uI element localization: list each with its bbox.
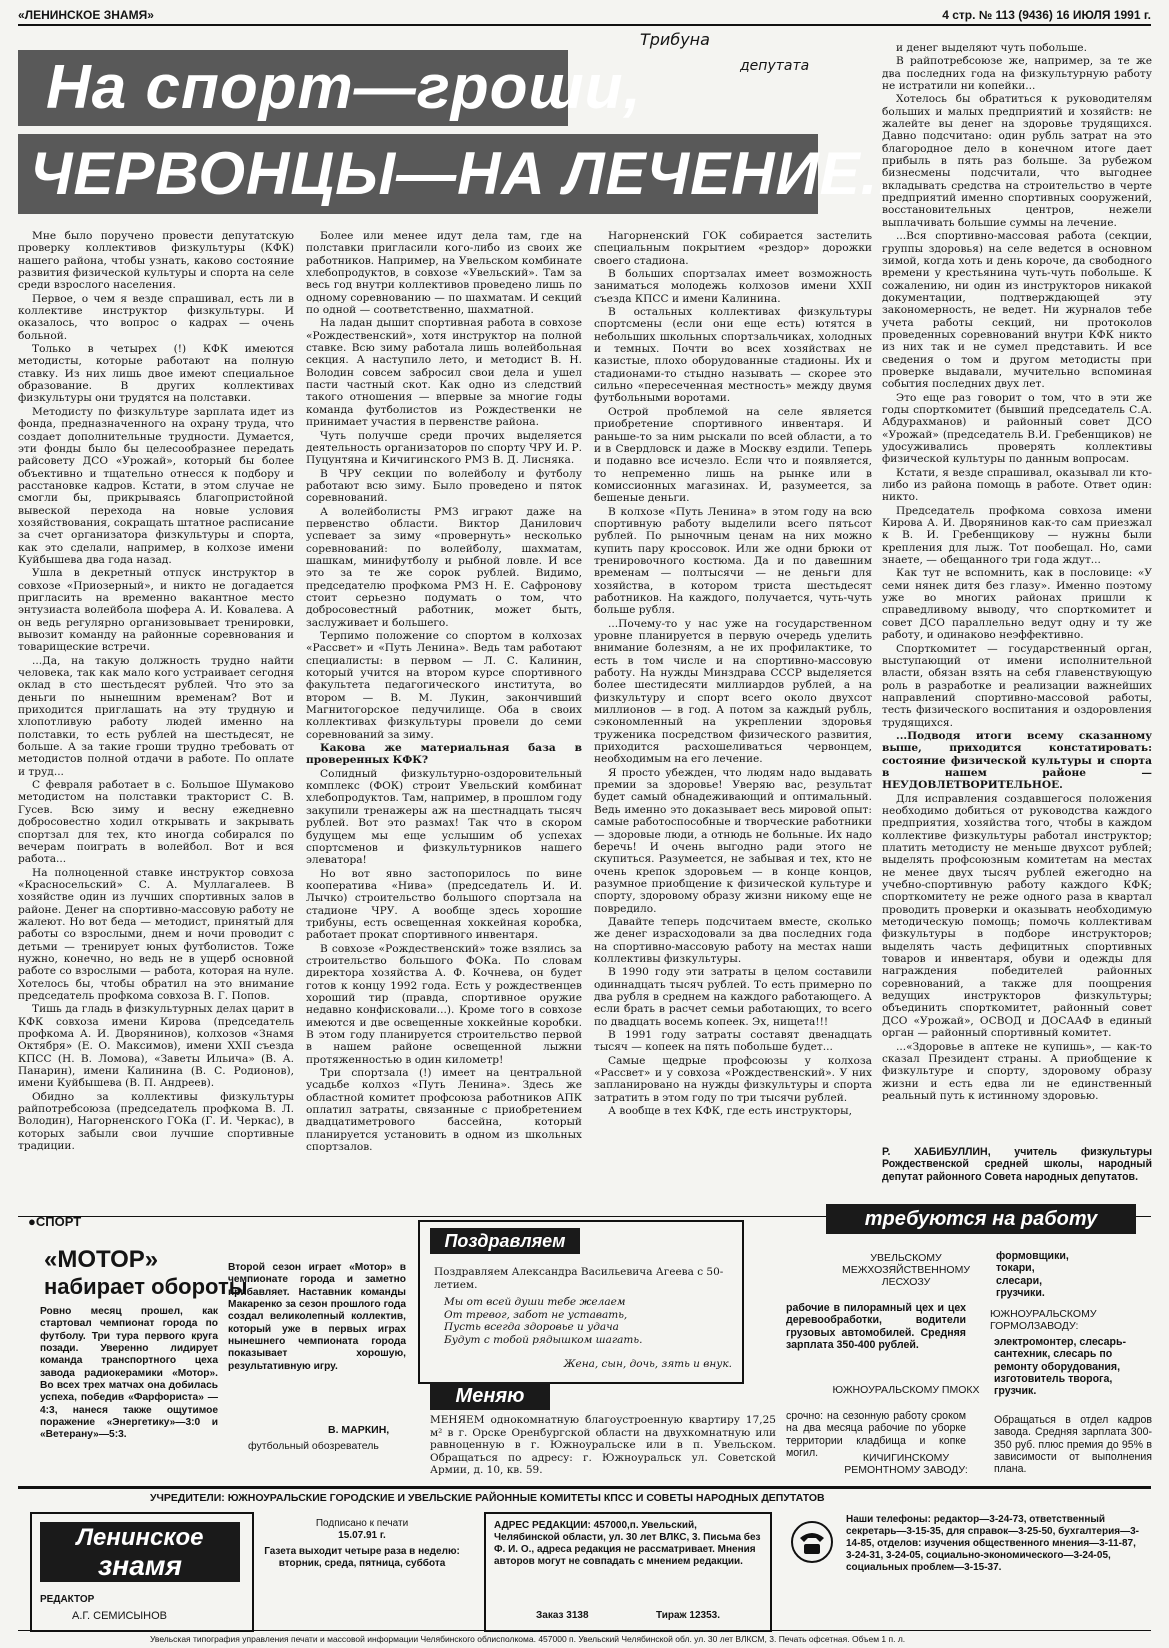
article-col3: Нагорненский ГОК собирается застелить специальным покрытием «рездор» дорожки своего стадиона. В больших спортзалах имеет возможность заниматься молодежь колхозов имени XXII съезда КПСС и имени Калинина. В остальных коллективах физкультуры спортсмены (если они еще есть) ютятся в небольших школьных спортзальчиках, холодных и темных. Почти во всех хозяйствах не казистые, плохо оборудованные стадионы. Их и стадионами-то стыдно называть — скорее это сильно «пересеченная местность» между двумя футбольными воротами. Острой проблемой на селе является приобретение спортивного инвентаря. И раньше-то за ним рыскали по всей области, а то и в Свердловск и даже в Москву ездили. Теперь и подавно все исчезло. Если что и появляется, то непременно лишь на рынке или в комиссионных магазинах. И, разумеется, за бешеные деньги. В колхозе «Путь Ленина» в этом году на всю спортивную работу выделили всего пятьсот рублей. По рыночным ценам на них можно купить пару кроссовок. Или же одни брюки от тренировочного костюма. Да и по давешним временам — полтысячи — не деньги для хозяйства, в котором триста шестьдесят работников. На каждого, получается, чуть-чуть больше рубля. ...Почему-то у нас уже на государственном уровне планируется в первую очередь уделить внимание болезням, а не их профилактике, то есть в том числе и на спортивно-массовую работу. На нужды Минздрава СССР выделяется более шестидесяти миллиардов рублей, а на физкультуру и спорт всего около двухсот миллионов — в год. А потом за каждый рубль, сэкономленный на укреплении здоровья труженика посредством физического развития, приходится расхошеливаться червонцем, необходимым на его лечение. Я просто убежден, что людям надо выдавать премии за здоровье! Уверяю вас, результат будет самый обнадеживающий и оптимальный. Ведь именно это доказывает весь мировой опыт: самые работоспособные и творческие работники — здоровые люди, а отнюдь не больные. Их надо беречь! И очень выгодно ради этого не скупиться. Разумеется, не забывая и тех, кто не очень крепок здоровьем — в конце концов, разумное приобщение к физической культуре и спорту, здоровому образу жизни никому еще не повредило. Давайте теперь подсчитаем вместе, сколько же денег израсходовали за два последних года на спортивно-массовую работу на местах наши коллективы физкультуры. В 1990 году эти затраты в целом составили одиннадцать тысяч рублей. То есть примерно по два рубля в среднем на каждого работающего. А если брать в расчет семьи работающих, то всего по двадцать восемь копеек. Эх, нищета!!! В 1991 году затраты составят двенадцать тысяч — копеек на пять побольше будет... Самые щедрые профсоюзы у колхоза «Рассвет» и у совхоза «Рождественский». У них запланировано на нужды физкультуры и спорта затратить в этом году по три тысячи рублей. А вообще в тех КФК, где есть инструкторы, (594, 230, 872, 1118)
footer-editor-name: А.Г. СЕМИСЫНОВ (72, 1610, 167, 1622)
congrats-intro: Поздравляем Александра Васильевича Агеева с 50-летием. (434, 1266, 724, 1291)
footer-signed: Подписано к печати 15.07.91 г. Газета выходит четыре раза в неделю: вторник, среда, пятница, суббота (264, 1518, 460, 1569)
article-col4: и денег выделяют чуть побольше. В райпотребсоюзе же, например, за те же два последних года на физкультурную работу не истратили ни копейки... Хотелось бы обратиться к руководителям больших и малых предприятий и хозяйств: не жалейте вы денег на здоровье трудящихся. Давно подсчитано: один рубль затрат на это благородное дело в конечном итоге дает прибыль в пять раз больше. За рубежом бизнесмены подсчитали, что выгоднее вкладывать средства на строительство в черте предприятий именно спортивных сооружений, восстановительных центров, нежели выплачивать большие суммы на лечение. ...Вся спортивно-массовая работа (секции, группы здоровья) на селе ведется в основном зимой, когда хоть и день короче, да свободного времени у крестьянина чуть-чуть побольше. К сожалению, ни один из инструкторов никакой документации, подтверждающей эту закономерность, не ведет. Ни журналов тебе учета работы секций, ни протоколов проведенных соревнований внутри КФК никто из них так и не сумел представить. И все сведения о том и другом методисты при проверке выдавали, мучительно вспоминая события последних двух лет. Это еще раз говорит о том, что в эти же годы спорткомитет (бывший председатель С.А. Абдурахманов) и районный совет ДСО «Урожай» (председатель В.И. Гребенщиков) не удосуживались проверять коллективы физической культуры по данным вопросам. Кстати, я везде спрашивал, оказывал ли кто-либо из района помощь в работе. Ответ один: никто. Председатель профкома совхоза имени Кирова А. И. Дворянинов как-то сам приезжал к В. И. Гребенщикову — нужны были крепления для лыж. Тот пообещал. Но, сами знаете, — обещанного три года ждут... Как тут не вспомнить, как в пословице: «У семи нянек дитя без глазу». Именно поэтому уже во многих районах пришли к справедливому выводу, что спорткомитет и совет ДСО параллельно ведут одну и ту же работу, и одинаково неэффективно. Спорткомитет — государственный орган, выступающий от имени исполнительной власти, обязан взять на себя главенствующую роль в разработке и реализации важнейших направлений спортивно-массовой работы, тесть физического воспитания и оздоровления трудящихся. ...Подводя итоги всему сказанному выше, приходится констатировать: состояние физической культуры и спорта в нашем районе — НЕУДОВЛЕТВОРИТЕЛЬНОЕ. Для исправления создавшегося положения необходимо добиться от руководства каждого предприятия, хозяйства того, чтобы в каждом коллективе физкультуры работал инструктор; платить методисту не меньше двухсот рублей; выделять профсоюзным комитетам на местах не менее двух тысяч рублей ежегодно на учебно-спортивную работу каждого КФК; спорткомитету не реже одного раза в квартал проводить проверки и оказывать необходимую методическую помощь; помочь коллективам физкультуры в подборе инструкторов; выделять часть дефицитных спортивных товаров и инвентаря, обуви и одежды для награждения победителей районных соревнований, а также для поощрения ведущих инструкторов физкультуры; объединить спорткомитет, районный совет ДСО «Урожай», ОСВОД и ДОСААФ в единый орган — районный спортивный комитет. ...«Здоровье в аптеке не купишь», — как-то сказал Президент страны. А приобщение к физкультуре и спорту, здоровому образу жизни и есть едва ли не единственный реальный путь к истинному здоровью. (882, 42, 1152, 1102)
founders-line: УЧРЕДИТЕЛИ: ЮЖНОУРАЛЬСКИЕ ГОРОДСКИЕ И УВЕЛЬСКИЕ РАЙОННЫЕ КОМИТЕТЫ КПСС И СОВЕТЫ НАРОДНЫХ ДЕПУТАТОВ (150, 1492, 825, 1504)
footer-editor-label: РЕДАКТОР (40, 1594, 95, 1605)
footer-order: Заказ 3138 (536, 1610, 589, 1621)
sport-title: «МОТОР» (44, 1246, 159, 1273)
sport-section-label: ●СПОРТ (28, 1214, 82, 1229)
jobs-pmk-text: срочно: на сезонную работу сроком на два месяца рабочие по уборке территории кладбища и копке могил. (786, 1410, 966, 1460)
jobs-gormolzavod-title: ЮЖНОУРАЛЬСКОМУ ГОРМОЛЗАВОДУ: (990, 1308, 1097, 1332)
footer-circulation: Тираж 12353. (656, 1610, 720, 1621)
jobs-gorm-text: электромонтер, слесарь-сантехник, слесарь по ремонту оборудования, изготовитель творога, грузчик. (994, 1336, 1127, 1398)
rubric-line2: депутата (740, 58, 810, 74)
jobs-pmk-title: ЮЖНОУРАЛЬСКОМУ ПМОКХ (832, 1384, 980, 1396)
headline-line2: ЧЕРВОНЦЫ—НА ЛЕЧЕНИЕ... (18, 134, 818, 214)
sport-author-role: футбольный обозреватель (248, 1440, 379, 1452)
congrats-verse: Мы от всей души тебе желаем От тревог, забот не уставать, Пусть всегда здоровье и удача Будут с тобой рядышком шагать. (444, 1296, 643, 1346)
footer-logo: Ленинское знамя (40, 1522, 240, 1582)
footer-rule-top (18, 1486, 1151, 1489)
jobs-kich-text: формовщики, токари, слесари, грузчики. (996, 1250, 1069, 1300)
footer-logo-box (30, 1512, 254, 1632)
congrats-banner: Поздравляем (430, 1228, 580, 1254)
paper-name: «ЛЕНИНСКОЕ ЗНАМЯ» (18, 8, 154, 22)
sport-text-b: Второй сезон играет «Мотор» в чемпионате города и заметно прибавляет. Наставник команды Макаренко за сезон прошлого года создал великолепный коллектив, который уже в первых играх нынешнего чемпионата города показывает хорошую, результативную игру. (228, 1262, 406, 1372)
footer-address: АДРЕС РЕДАКЦИИ: 457000,п. Увельский, Челябинской области, ул. 30 лет ВЛКС, 3. Письма без Ф. И. О., адреса редакция не рассматривает. Мнения авторов могут не совпадать с мнением редакции. (494, 1520, 761, 1567)
footer-phones: Наши телефоны: редактор—3-24-73, ответственный секретарь—3-15-35, для справок—3-25-50, бухгалтерия—3-14-85, отделов: изучения общественного мнения—3-11-87, 3-24-31, 3-24-05, социально-экономического—3-24-05, социальных проблем—3-15-37. (846, 1514, 1139, 1573)
article-col1: Мне было поручено провести депутатскую проверку коллективов физкультуры (КФК) нашего района, чтобы узнать, каково состояние развития физической культуры и спорта на селе среди взрослого населения. Первое, о чем я везде спрашивал, есть ли в коллективе инструктор физкультуры. И оказалось, что вопрос о кадрах — очень больной. Только в четырех (!) КФК имеются методисты, которые работают на полную ставку. Из них лишь двое имеют специальное образование. В других коллективах физкультуры они трудятся на полставки. Методисту по физкультуре зарплата идет из фонда, предназначенного на охрану труда, что создает дополнительные трудности. Думается, эти фонды было бы целесообразнее передать райсовету ДСО «Урожай», который бы более объективно и тщательно отнесся к подбору и расстановке кадров. Кстати, в этом случае не смогли бы, прикрываясь благопристойной вывеской перехода на новые условия хозяйствования, сокращать штатное расписание за счет организатора физкультуры и спорта, как это сделали, например, в колхозе имени Куйбышева два года назад. Ушла в декретный отпуск инструктор в совхозе «Приозерный», и никто не догадается пригласить на временно вакантное место энтузиаста волейбола шофера А. И. Ковалева. А он ведь регулярно организовывает тренировки, вывозит команду на районные соревнования и товарищеские встречи. ...Да, на такую должность трудно найти человека, так как мало кого устраивает сегодня оклад в сто шестьдесят рублей. Что это за деньги по нынешним временам? Вот и приходится приглашать на эту трудную и хлопотливую работу людей именно на полставки, то есть рублей на шестьдесят, не больше. А за такие гроши трудно требовать от методистов полной отдачи в работе. По оплате и труд... С февраля работает в с. Большое Шумаково методистом на полставки тракторист С. В. Гусев. Всю зиму и весну ежедневно добросовестно ходил открывать и закрывать спортзал для тех, кто иногда собирался по вечерам поиграть в волейбол. Вот и вся работа... На полноценной ставке инструктор совхоза «Красносельский» С. А. Муллагалеев. В хозяйстве один из лучших спортивных залов в районе. Денег на спортивно-массовую работу не жалеют. Но вот беда — методист, принятый для работы со взрослыми, днем и ночи проводит с детьми — тренирует юных футболистов. Тоже нужно, конечно, но ведь не в ущерб основной работе со взрослыми — работа, которая на нуле. Хотелось бы, чтобы обратил на это внимание председатель профкома совхоза В. Г. Попов. Тишь да гладь в физкультурных делах царит в КФК совхоза имени Кирова (председатель профкома А. И. Дворянинов), колхозов «Знамя Октября» (Е. О. Максимов), имени XXII съезда КПСС (Н. В. Ломова), «Заветы Ильича» (В. А. Панарин), имени Калинина (В. С. Родионов), имени Куйбышева (В. П. Андреев). Обидно за коллективы физкультуры райпотребсоюза (председатель профкома В. Л. Володин), Нагорненского ГОКа (Г. И. Черкас), в которых забыли свои лучшие спортивные традиции. (18, 230, 294, 1153)
jobs-banner: требуются на работу (826, 1204, 1136, 1234)
jobs-kich-title: КИЧИГИНСКОМУ РЕМОНТНОМУ ЗАВОДУ: (844, 1452, 968, 1476)
rubric-line1: Трибуна (640, 30, 710, 49)
footer-rule-bottom (18, 1630, 1151, 1631)
exchange-banner: Меняю (430, 1382, 550, 1410)
phone-icon (790, 1520, 834, 1564)
footer-printer: Увельская типография управления печати и массовой информации Челябинского облисполкома. 457000 п. Увельский Челябинской обл. ул. 30 лет ВЛКСМ, 3. Печать офсетная. Объем 1 п. л. (150, 1634, 906, 1644)
page-info: 4 стр. № 113 (9436) 16 ИЮЛЯ 1991 г. (942, 8, 1151, 22)
headline-line1: На спорт—гроши, (18, 50, 568, 126)
article-col2: Более или менее идут дела там, где на полставки пригласили кого-либо из своих же работников. Например, на Увельском комбинате хлебопродуктов, в совхозе «Увельский». Там за весь год внутри коллективов проведено лишь по одному соревнованию — по шахматам. И секций по одной — соответственно, шахматной. На ладан дышит спортивная работа в совхозе «Рождественский», хотя инструктор на полной ставке. Всю зиму работала лишь волейбольная секция. А наступило лето, и методист В. Н. Володин совсем забросил свои дела и ушел пасти частный скот. Как одно из следствий такого отношения — впервые за многие годы команда футболистов из Рождественки не принимает участия в первенстве района. Чуть получше среди прочих выделяется деятельность организаторов по спорту ЧРУ И. Р. Пуцунтяна и Кичигинского РМЗ В. Д. Лисняка. В ЧРУ секции по волейболу и футболу работают всю зиму. Было проведено и пяток соревнований. А волейболисты РМЗ играют даже на первенство области. Виктор Данилович успевает за зиму «провернуть» несколько соревнований: по волейболу, шахматам, шашкам, минифутболу и рыбной ловле. И все это за те же сорок рублей. Видимо, председателю профкома РМЗ Н. Е. Сафронову стоит серьезно подумать о том, что добросовестный работник, может быть, заслуживает и большего. Терпимо положение со спортом в колхозах «Рассвет» и «Путь Ленина». Ведь там работают специалисты: в первом — Л. С. Калинин, который учится на втором курсе спортивного факультета педагогического института, во втором — В. М. Лукин, закончивший Магнитогорское педучилище. Оба в своих коллективах физкультуры провели до семи соревнований за зиму. Какова же материальная база в проверенных КФК? Солидный физкультурно-оздоровительный комплекс (ФОК) строит Увельский комбинат хлебопродуктов. Там, например, в прошлом году закупили тренажеры аж на шестнадцать тысяч рублей. Вот это размах! Так что в скором будущем мы еще услышим об успехах спортсменов и физкультурников нашего элеватора! Но вот явно застопорилось по вине кооператива «Нива» (председатель И. И. Лычко) строительство большого спортзала на стадионе ЧРУ. А вообще здесь хорошие трибуны, есть освещенная хоккейная коробка, работает прокат спортивного инвентаря. В совхозе «Рождественский» тоже взялись за строительство большого ФОКа. По словам директора хозяйства А. Ф. Кочнева, он будет готов к концу 1992 года. Есть у рождественцев хороший тир (правда, спортивное оружие недавно конфисковали...). Кроме того в совхозе имеются и две освещенные хоккейные коробки. В этом году планируется строительство первой в нашем районе освещенной лыжни протяженностью в один километр! Три спортзала (!) имеет на центральной усадьбе колхоз «Путь Ленина». Здесь же областной комитет профсоюза работников АПК оплатил затраты, связанные с приобретением двадцатиметрового бассейна, который планируется установить в одном из школьных спортзалов. (306, 230, 582, 1154)
sport-author: В. МАРКИН, (328, 1424, 390, 1436)
congrats-box (418, 1220, 744, 1384)
exchange-text: МЕНЯЕМ однокомнатную благоустроенную квартиру 17,25 м² в г. Орске Оренбургской области на двухкомнатную или равноценную в г. Южноуральске или в п. Увельском. Обращаться по адресу: г. Южноуральск ул. Советской Армии, д. 10, кв. 59. (430, 1414, 776, 1476)
jobs-leshoz-text: рабочие в пилорамный цех и цех деревообработки, водители грузовых автомобилей. Средняя зарплата 350-400 рублей. (786, 1302, 966, 1352)
jobs-leshoz-title: УВЕЛЬСКОМУ МЕЖХОЗЯЙСТВЕННОМУ ЛЕСХОЗУ (841, 1252, 971, 1288)
sport-text-a: Ровно месяц прошел, как стартовал чемпионат города по футболу. Три тура первого круга позади. Уверенно лидирует команда транспортного цеха завода радиокерамики «Мотор». Во всех трех матчах она добилась успеха, победив «Фарфориста» — 4:3, нанеся также ощутимое поражение «Энергетику»—3:0 и «Ветерану»—5:3. (40, 1306, 218, 1441)
jobs-gorm-note: Обращаться в отдел кадров завода. Средняя зарплата 300-350 руб. плюс премия до 95% в зависимости от выполнения плана. (994, 1414, 1152, 1476)
article-signature: Р. ХАБИБУЛЛИН, учитель физкультуры Рождественской средней школы, народный депутат районного Совета народных депутатов. (882, 1146, 1152, 1183)
footer-address-box (484, 1512, 772, 1632)
congrats-from: Жена, сын, дочь, зять и внук. (563, 1358, 732, 1370)
phone-icon-svg (790, 1520, 834, 1564)
sport-subtitle: набирает обороты (44, 1274, 248, 1299)
top-rule (18, 24, 1151, 26)
bullet-icon: ● (28, 1214, 36, 1229)
